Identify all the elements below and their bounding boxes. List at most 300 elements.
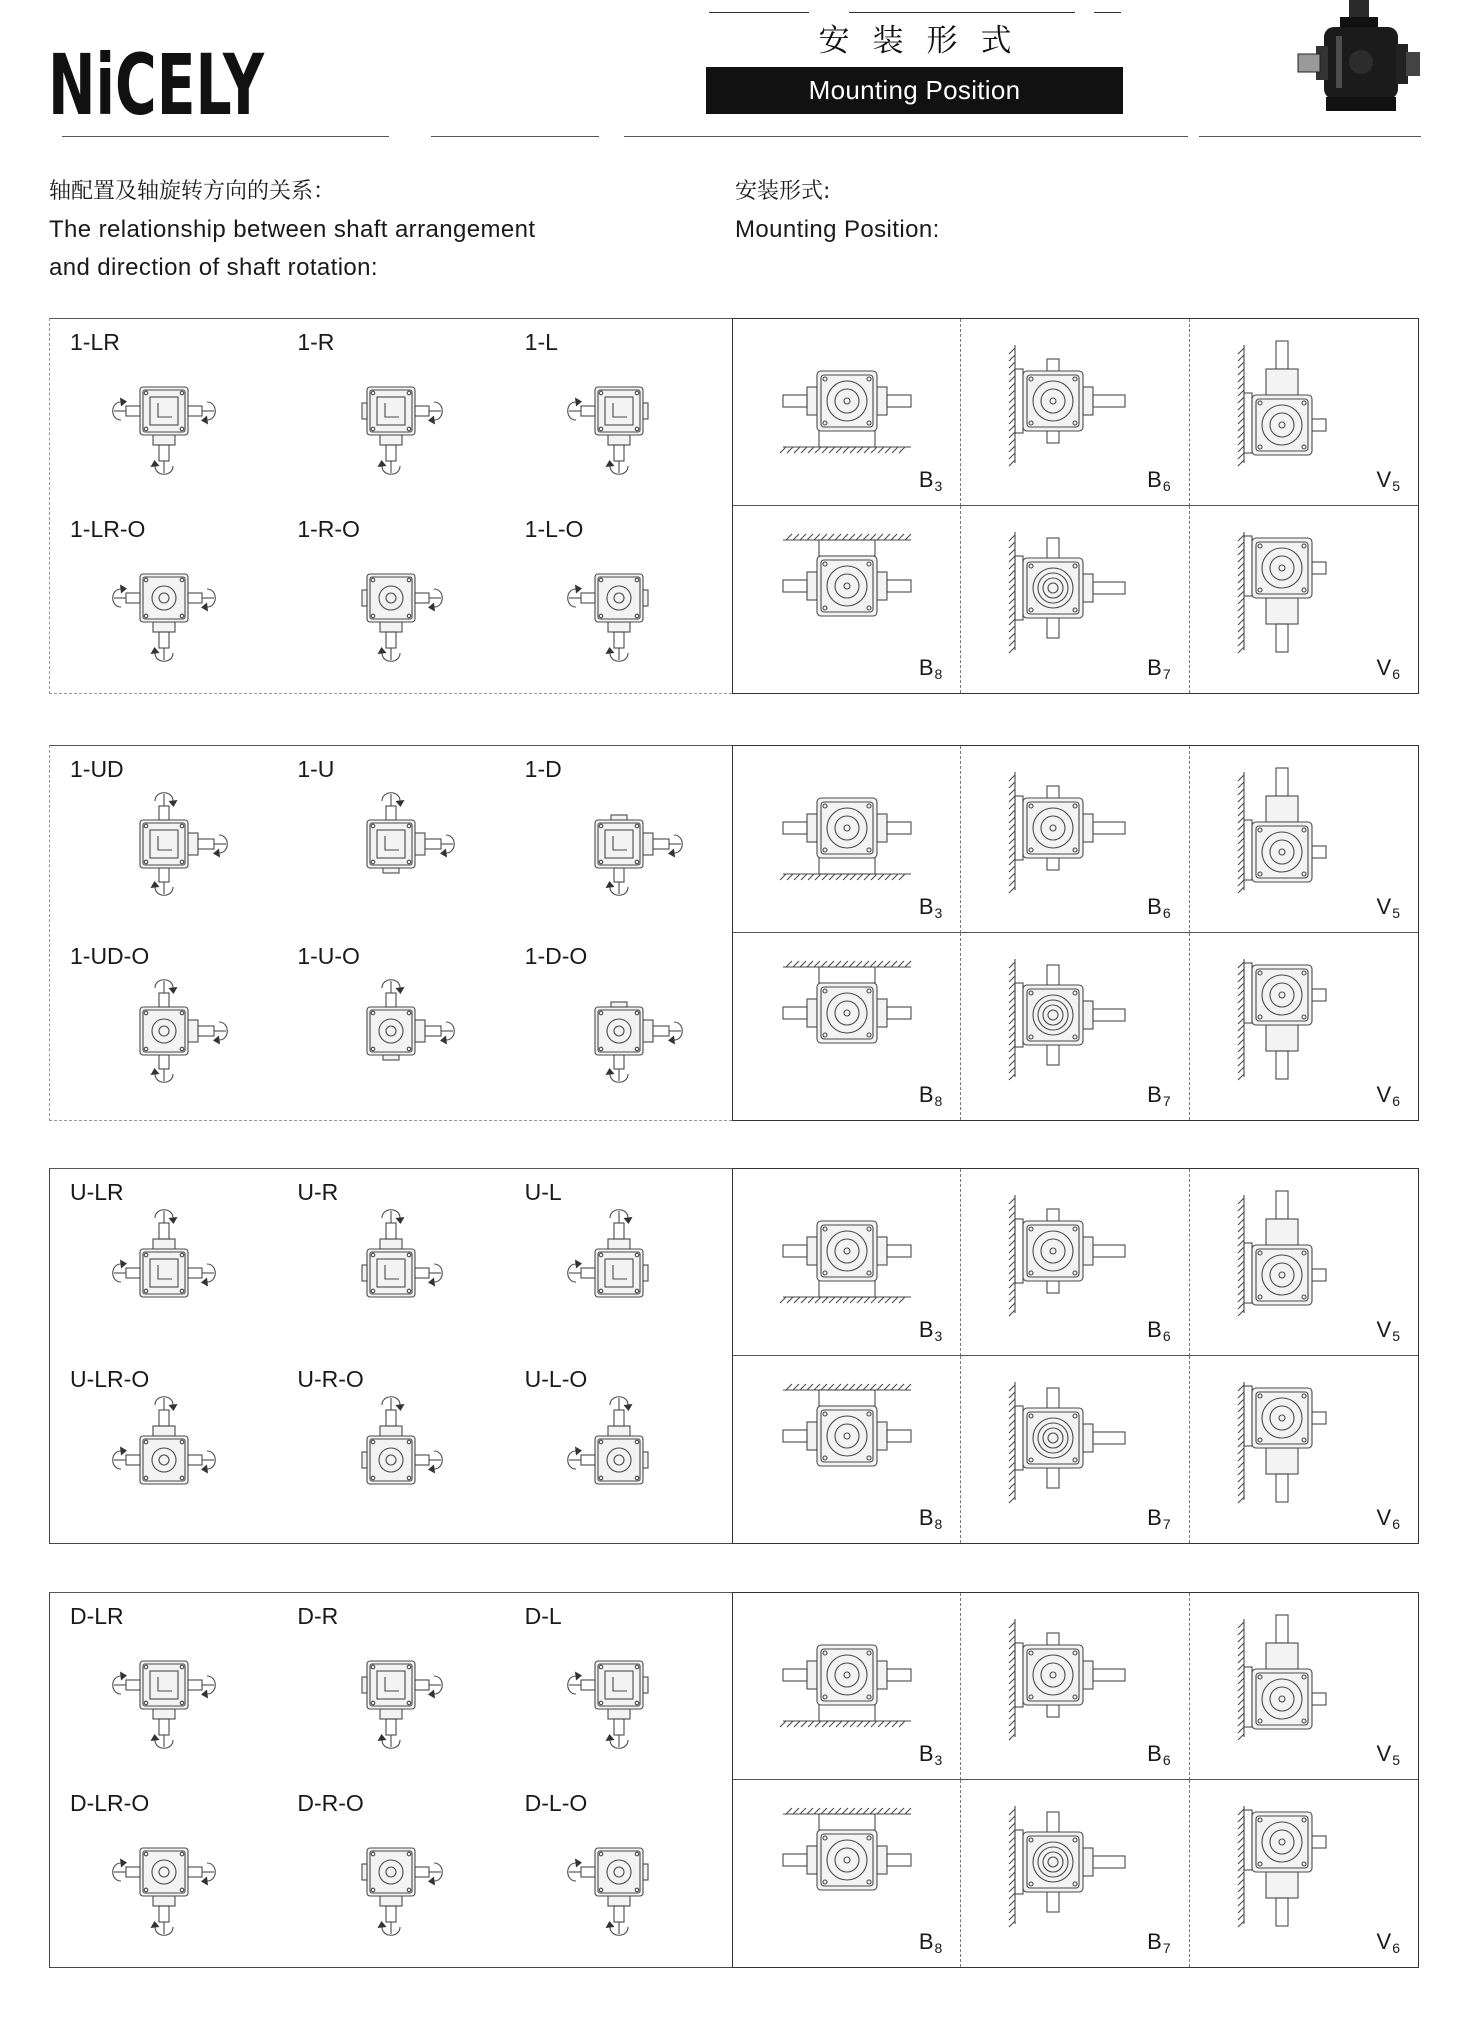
arrow-head	[440, 849, 447, 858]
arrangement-label: 1-UD-O	[70, 943, 150, 969]
mounting-position-grid	[732, 745, 1419, 1121]
title-top-rule	[709, 12, 809, 13]
input-shaft	[425, 839, 441, 849]
mounting-section	[49, 1592, 1419, 1968]
position-label	[1147, 1741, 1170, 1767]
gearbox-housing	[817, 556, 877, 616]
position-label	[919, 1317, 942, 1343]
right-flange	[1083, 1237, 1093, 1265]
input-flange	[608, 435, 630, 445]
arrangement-cell	[277, 1356, 504, 1543]
bottom-shaft	[1047, 1468, 1059, 1488]
shaft-cap	[643, 1452, 648, 1468]
arrow-head	[201, 1465, 208, 1474]
left-shaft	[1298, 54, 1320, 72]
arrow-head	[668, 1036, 675, 1045]
output-shaft	[126, 1455, 140, 1465]
rotation-arrow-icon	[151, 1734, 174, 1748]
arrangement-label: 1-LR-O	[70, 516, 146, 542]
arrangement-label: D-L	[524, 1603, 562, 1629]
rotation-arrow-icon	[151, 1068, 174, 1082]
right-flange	[877, 999, 887, 1027]
rotation-arrow-icon	[113, 1447, 127, 1470]
gearbox-housing	[1252, 538, 1312, 598]
gearbox-product-image	[1296, 0, 1426, 124]
left-flange	[807, 1846, 817, 1874]
arrow-head	[213, 1036, 220, 1045]
position-letter: V	[1376, 1505, 1392, 1530]
output-shaft	[126, 1680, 140, 1690]
gearbox-housing	[1252, 1669, 1312, 1729]
shaft-arrangement-diagram	[316, 782, 466, 910]
position-subscript: 3	[934, 1328, 943, 1344]
input-flange	[188, 1020, 198, 1042]
input-shaft	[425, 1026, 441, 1036]
arrangement-label: U-R	[297, 1179, 339, 1205]
mounting-position-grid	[732, 1592, 1419, 1968]
position-letter: B	[918, 1317, 934, 1342]
top-shaft	[1047, 359, 1059, 371]
arrow-head	[668, 849, 675, 858]
mounting-plate	[1015, 983, 1023, 1047]
bottom-shaft	[1047, 618, 1059, 638]
gearbox-housing	[817, 1406, 877, 1466]
arrow-head	[396, 800, 405, 807]
header-divider	[62, 136, 389, 137]
rotation-arrow-icon	[428, 1863, 442, 1886]
left-shaft	[783, 395, 807, 407]
arrangement-label: D-L-O	[524, 1790, 588, 1816]
right-shaft	[1093, 1669, 1125, 1681]
input-shaft	[159, 445, 169, 461]
body-highlight	[1336, 36, 1342, 88]
output-shaft	[126, 593, 140, 603]
title-banner	[706, 67, 1123, 114]
rotation-arrow-icon	[378, 1921, 401, 1935]
output-shaft	[581, 1268, 595, 1278]
right-shaft	[1312, 1412, 1326, 1424]
mounting-position-cell	[733, 1356, 961, 1543]
rotation-arrow-icon	[378, 647, 401, 661]
lower-column	[1266, 1025, 1298, 1051]
bottom-shaft	[1047, 1281, 1059, 1293]
mounting-position-cell	[961, 933, 1189, 1120]
mounting-position-cell	[1190, 1593, 1418, 1780]
position-label	[919, 894, 942, 920]
nicely-logo	[46, 36, 272, 134]
shaft-cap	[611, 815, 627, 820]
rotation-arrow-icon	[567, 1447, 581, 1470]
position-letter: B	[1147, 894, 1162, 919]
top-shaft	[1047, 1209, 1059, 1221]
heading-english: Mounting Position:	[735, 216, 940, 243]
mounting-position-diagram	[747, 1366, 947, 1516]
right-shaft	[1312, 419, 1326, 431]
mounting-feet	[819, 429, 875, 447]
arrow-head	[396, 987, 405, 994]
arrow-head	[605, 1921, 614, 1928]
mounting-wall-hatch	[1009, 1806, 1015, 1927]
position-label	[919, 1741, 942, 1767]
heading-chinese: 轴配置及轴旋转方向的关系：	[49, 179, 336, 204]
output-shaft	[581, 1680, 595, 1690]
arrow-head	[201, 1877, 208, 1886]
arrangement-cell	[505, 933, 732, 1120]
arrangement-cell	[277, 506, 504, 693]
arrow-head	[428, 1465, 435, 1474]
left-shaft	[783, 822, 807, 834]
mounting-wall-hatch	[1009, 1619, 1015, 1740]
shaft-arrangement-diagram	[89, 1392, 239, 1520]
output-shaft	[126, 1867, 140, 1877]
output-shaft	[188, 1268, 202, 1278]
position-label	[919, 655, 942, 681]
arrangement-cell	[277, 1780, 504, 1967]
shaft-cap	[643, 1265, 648, 1281]
right-shaft	[1093, 1009, 1125, 1021]
shaft-arrangement-grid	[49, 745, 732, 1121]
mounting-position-diagram	[975, 1603, 1175, 1753]
input-shaft	[386, 1719, 396, 1735]
mounting-position-diagram	[975, 1179, 1175, 1329]
bottom-shaft	[1047, 858, 1059, 870]
arrow-head	[428, 1278, 435, 1287]
rotation-arrow-icon	[201, 1863, 215, 1886]
rotation-arrow-icon	[113, 1859, 127, 1882]
gearbox-housing	[1252, 1388, 1312, 1448]
mounting-surface-hatch	[783, 1808, 911, 1814]
mounting-position-cell	[961, 1169, 1189, 1356]
position-label	[1147, 1929, 1170, 1955]
rotation-arrow-icon	[113, 398, 127, 421]
arrangement-cell	[505, 1593, 732, 1780]
mounting-position-cell	[1190, 933, 1418, 1120]
mounting-position-diagram	[1204, 329, 1404, 479]
rotation-arrow-icon	[440, 1022, 454, 1045]
input-shaft	[198, 1026, 214, 1036]
arrangement-cell	[50, 1593, 277, 1780]
arrow-head	[605, 460, 614, 467]
mounting-wall-hatch	[1009, 772, 1015, 893]
shaft-arrangement-diagram	[544, 1392, 694, 1520]
rotation-arrow-icon	[605, 1068, 628, 1082]
arrangement-label: D-R	[297, 1603, 339, 1629]
rotation-arrow-icon	[155, 980, 178, 994]
position-label	[1377, 467, 1400, 493]
left-flange	[807, 1237, 817, 1265]
gearbox-housing	[817, 1221, 877, 1281]
mounting-surface-hatch	[780, 1297, 911, 1303]
output-shaft	[415, 1867, 429, 1877]
shaft-arrangement-diagram	[316, 1629, 466, 1757]
mounting-section	[49, 1168, 1419, 1544]
mounting-position-heading	[735, 173, 1135, 249]
mounting-position-diagram	[1204, 943, 1404, 1093]
position-letter: B	[918, 894, 934, 919]
rotation-arrow-icon	[605, 1921, 628, 1935]
rotation-arrow-icon	[605, 647, 628, 661]
shaft-arrangement-diagram	[316, 969, 466, 1097]
arrangement-label: U-R-O	[297, 1366, 364, 1392]
position-label	[1377, 894, 1400, 920]
output-shaft	[581, 593, 595, 603]
mounting-position-diagram	[1204, 1790, 1404, 1940]
gearbox-housing	[1023, 1408, 1083, 1468]
position-label	[1147, 894, 1170, 920]
right-shaft	[1312, 1269, 1326, 1281]
arrangement-label: U-LR-O	[70, 1366, 150, 1392]
arrangement-cell	[505, 506, 732, 693]
mounting-position-diagram	[975, 756, 1175, 906]
top-shaft	[1276, 341, 1288, 369]
input-shaft	[614, 1223, 624, 1239]
right-shaft	[1093, 582, 1125, 594]
shaft-arrangement-grid	[49, 318, 732, 694]
mounting-position-cell	[961, 1780, 1189, 1967]
mounting-feet	[819, 1814, 875, 1830]
rotation-arrow-icon	[428, 402, 442, 425]
arrangement-label: D-LR-O	[70, 1790, 150, 1816]
rotation-arrow-icon	[201, 589, 215, 612]
mounting-position-cell	[1190, 319, 1418, 506]
shaft-cap	[383, 1055, 399, 1060]
mounting-position-cell	[733, 1780, 961, 1967]
shaft-arrangement-grid	[49, 1592, 732, 1968]
left-flange	[807, 814, 817, 842]
position-subscript: 8	[934, 1093, 943, 1109]
input-shaft	[653, 1026, 669, 1036]
position-label	[1377, 655, 1400, 681]
input-flange	[415, 1020, 425, 1042]
position-label	[1147, 467, 1170, 493]
gearbox-housing	[1252, 822, 1312, 882]
rotation-arrow-icon	[567, 585, 581, 608]
arrow-head	[623, 1217, 632, 1224]
rotation-arrow-icon	[151, 647, 174, 661]
rotation-arrow-icon	[428, 589, 442, 612]
position-letter: B	[1147, 1929, 1162, 1954]
top-shaft	[1047, 1388, 1059, 1408]
right-flange	[1083, 574, 1093, 602]
input-shaft	[159, 1906, 169, 1922]
input-shaft	[614, 632, 624, 648]
gearbox-housing	[1252, 965, 1312, 1025]
shaft-cap	[362, 590, 367, 606]
mounting-position-grid	[732, 1168, 1419, 1544]
input-flange	[153, 1709, 175, 1719]
mounting-plate	[1015, 369, 1023, 433]
mounting-position-diagram	[747, 1179, 947, 1329]
arrangement-cell	[50, 746, 277, 933]
gearbox-housing	[1252, 1812, 1312, 1872]
arrow-head	[623, 1404, 632, 1411]
mounting-plate	[1244, 393, 1252, 453]
shaft-cap	[643, 1677, 648, 1693]
right-shaft	[1312, 846, 1326, 858]
position-letter: V	[1376, 1929, 1392, 1954]
mounting-section	[49, 745, 1419, 1121]
arrow-head	[151, 647, 160, 654]
rotation-arrow-icon	[151, 881, 174, 895]
input-shaft	[159, 1410, 169, 1426]
gearbox-housing	[1023, 1221, 1083, 1281]
arrow-head	[120, 1260, 127, 1269]
arrow-head	[575, 1859, 582, 1868]
title-chinese: 安装形式	[818, 23, 1035, 59]
output-shaft	[581, 406, 595, 416]
rotation-arrow-icon	[567, 1859, 581, 1882]
output-shaft	[159, 993, 169, 1007]
right-shaft	[1093, 1856, 1125, 1868]
arrow-head	[378, 1734, 387, 1741]
left-shaft	[783, 1007, 807, 1019]
shaft-arrangement-diagram	[316, 1205, 466, 1333]
shaft-arrangement-diagram	[89, 355, 239, 483]
mounting-position-diagram	[1204, 1179, 1404, 1329]
output-shaft	[188, 1680, 202, 1690]
arrow-head	[575, 1260, 582, 1269]
gearbox-housing	[1023, 798, 1083, 858]
shaft-cap	[643, 1864, 648, 1880]
shaft-relationship-heading	[49, 173, 689, 287]
position-label	[919, 467, 942, 493]
mounting-position-cell	[961, 1593, 1189, 1780]
top-shaft	[1276, 1191, 1288, 1219]
mounting-wall-hatch	[1009, 1195, 1015, 1316]
position-letter: B	[1147, 655, 1162, 680]
gearbox-housing	[817, 983, 877, 1043]
input-shaft	[653, 839, 669, 849]
mounting-position-cell	[733, 319, 961, 506]
mounting-position-cell	[1190, 1169, 1418, 1356]
mounting-plate	[1015, 1406, 1023, 1470]
mounting-wall-hatch	[1009, 1382, 1015, 1503]
arrow-head	[575, 398, 582, 407]
arrangement-label: 1-L	[524, 329, 558, 355]
arrow-head	[151, 1734, 160, 1741]
left-flange	[807, 999, 817, 1027]
arrow-head	[378, 647, 387, 654]
output-shaft	[386, 993, 396, 1007]
right-shaft	[887, 580, 911, 592]
shaft-cap	[362, 1265, 367, 1281]
lower-column	[1266, 1448, 1298, 1474]
arrow-head	[201, 603, 208, 612]
arrow-head	[378, 1921, 387, 1928]
position-label	[1377, 1741, 1400, 1767]
shaft-arrangement-grid	[49, 1168, 732, 1544]
input-flange	[380, 1896, 402, 1906]
input-shaft	[159, 1223, 169, 1239]
right-flange	[877, 1237, 887, 1265]
right-shaft	[887, 1245, 911, 1257]
shaft-arrangement-diagram	[544, 542, 694, 670]
shaft-arrangement-diagram	[316, 1816, 466, 1944]
arrow-head	[169, 987, 178, 994]
shaft-cap	[643, 590, 648, 606]
shaft-cap	[362, 1677, 367, 1693]
bottom-shaft	[1047, 1045, 1059, 1065]
position-subscript: 5	[1392, 1328, 1400, 1344]
rotation-arrow-icon	[382, 1210, 405, 1224]
position-label	[1147, 655, 1170, 681]
left-flange	[807, 1661, 817, 1689]
heading-chinese: 安装形式:	[735, 179, 831, 204]
right-flange	[877, 572, 887, 600]
position-letter: B	[1147, 1082, 1162, 1107]
rotation-arrow-icon	[151, 1921, 174, 1935]
arrow-head	[605, 647, 614, 654]
mounting-position-cell	[961, 746, 1189, 933]
output-shaft	[581, 1455, 595, 1465]
left-flange	[807, 387, 817, 415]
rotation-arrow-icon	[155, 793, 178, 807]
arrangement-cell	[50, 933, 277, 1120]
mounting-wall-hatch	[1009, 959, 1015, 1080]
position-subscript: 6	[1392, 666, 1400, 682]
arrangement-label: U-LR	[70, 1179, 124, 1205]
arrow-head	[151, 1921, 160, 1928]
gearbox-housing	[1023, 1645, 1083, 1705]
mounting-section	[49, 318, 1419, 694]
shaft-cap	[362, 1864, 367, 1880]
output-shaft	[126, 1268, 140, 1278]
position-label	[1377, 1929, 1400, 1955]
mounting-plate	[1015, 796, 1023, 860]
position-letter: V	[1376, 1741, 1392, 1766]
position-subscript: 5	[1392, 478, 1400, 494]
mounting-position-diagram	[975, 516, 1175, 666]
arrangement-cell	[50, 319, 277, 506]
mounting-position-cell	[961, 506, 1189, 693]
position-label	[1377, 1505, 1400, 1531]
position-label	[1377, 1082, 1400, 1108]
arrow-head	[213, 849, 220, 858]
right-shaft	[1093, 1432, 1125, 1444]
arrangement-cell	[505, 1356, 732, 1543]
position-letter: B	[1147, 1317, 1162, 1342]
shaft-arrangement-diagram	[316, 355, 466, 483]
arrangement-label: 1-R	[297, 329, 335, 355]
mounting-plate	[1244, 1386, 1252, 1446]
input-shaft	[159, 1719, 169, 1735]
arrow-head	[605, 1068, 614, 1075]
input-flange	[153, 1896, 175, 1906]
position-subscript: 6	[1162, 478, 1171, 494]
shaft-cap	[383, 868, 399, 873]
mounting-wall-hatch	[1238, 532, 1244, 653]
mounting-position-cell	[1190, 1780, 1418, 1967]
gearbox-housing	[1023, 558, 1083, 618]
mounting-position-diagram	[975, 1366, 1175, 1516]
gearbox-housing	[1023, 371, 1083, 431]
position-subscript: 3	[934, 905, 943, 921]
shaft-arrangement-diagram	[89, 782, 239, 910]
position-letter: B	[918, 1929, 934, 1954]
rotation-arrow-icon	[213, 835, 227, 858]
position-subscript: 6	[1392, 1516, 1400, 1532]
gearbox-housing	[1023, 1832, 1083, 1892]
arrow-head	[120, 1672, 127, 1681]
position-subscript: 8	[934, 666, 943, 682]
input-flange	[608, 622, 630, 632]
position-letter: B	[1147, 1505, 1162, 1530]
arrangement-cell	[505, 1780, 732, 1967]
mounting-surface-hatch	[780, 447, 911, 453]
gearbox-housing	[817, 798, 877, 858]
arrow-head	[575, 1447, 582, 1456]
rotation-arrow-icon	[610, 1397, 633, 1411]
